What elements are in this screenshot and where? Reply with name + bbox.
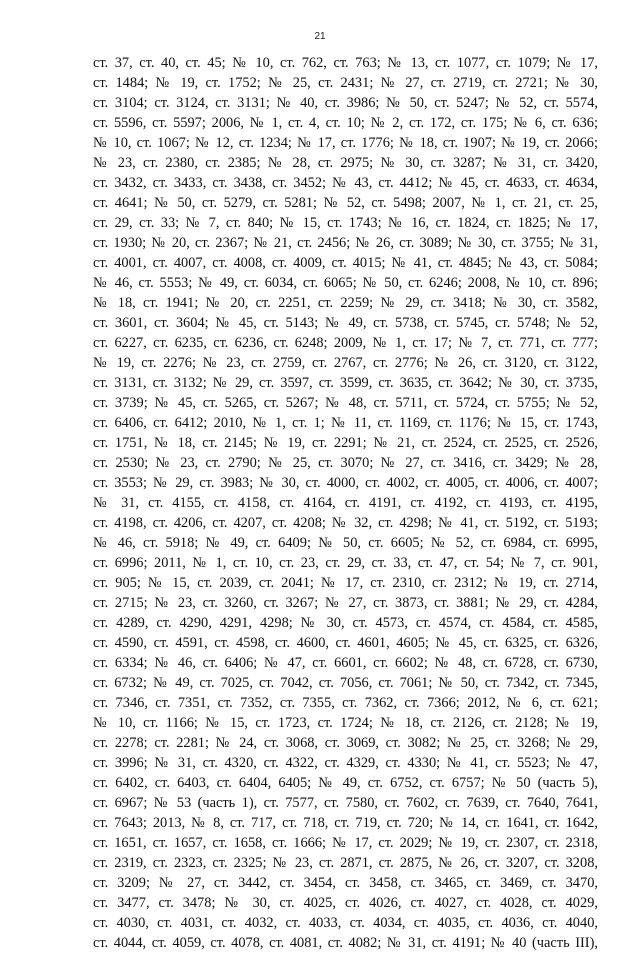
text-line: ст. 3104; ст. 3124, ст. 3131; № 40, ст. 3986; № 50, ст. 5247; № 52, ст. 5574, xyxy=(93,95,598,111)
text-line: ст. 4044, ст. 4059, ст. 4078, ст. 4081, ст. 4082; № 31, ст. 4191; № 40 (часть III), xyxy=(93,935,598,951)
text-line: ст. 2715; № 23, ст. 3260, ст. 3267; № 27, ст. 3873, ст. 3881; № 29, ст. 4284, xyxy=(93,595,598,611)
text-line: ст. 2530; № 23, ст. 2790; № 25, ст. 3070; № 27, ст. 3416, ст. 3429; № 28, xyxy=(93,455,598,471)
text-line: ст. 4289, ст. 4290, 4291, 4298; № 30, ст. 4573, ст. 4574, ст. 4584, ст. 4585, xyxy=(93,615,598,631)
page-number: 21 xyxy=(314,31,326,42)
text-line: ст. 4198, ст. 4206, ст. 4207, ст. 4208; № 32, ст. 4298; № 41, ст. 5192, ст. 5193; xyxy=(93,515,598,531)
text-line: ст. 6732; № 49, ст. 7025, ст. 7042, ст. 7056, ст. 7061; № 50, ст. 7342, ст. 7345, xyxy=(93,675,598,691)
text-line: ст. 1651, ст. 1657, ст. 1658, ст. 1666; № 17, ст. 2029; № 19, ст. 2307, ст. 2318, xyxy=(93,835,598,851)
text-line: ст. 29, ст. 33; № 7, ст. 840; № 15, ст. 1743; № 16, ст. 1824, ст. 1825; № 17, xyxy=(93,215,598,231)
text-line: ст. 3601, ст. 3604; № 45, ст. 5143; № 49, ст. 5738, ст. 5745, ст. 5748; № 52, xyxy=(93,315,598,331)
text-line: ст. 3477, ст. 3478; № 30, ст. 4025, ст. 4026, ст. 4027, ст. 4028, ст. 4029, xyxy=(93,895,598,911)
text-line: ст. 2319, ст. 2323, ст. 2325; № 23, ст. 2871, ст. 2875, № 26, ст. 3207, ст. 3208, xyxy=(93,855,598,871)
text-line: № 18, ст. 1941; № 20, ст. 2251, ст. 2259; № 29, ст. 3418; № 30, ст. 3582, xyxy=(93,295,598,311)
text-line: № 10, ст. 1067; № 12, ст. 1234; № 17, ст. 1776; № 18, ст. 1907; № 19, ст. 2066; xyxy=(93,135,598,151)
text-line: ст. 3131, ст. 3132; № 29, ст. 3597, ст. 3599, ст. 3635, ст. 3642; № 30, ст. 3735, xyxy=(93,375,598,391)
text-line: ст. 6334; № 46, ст. 6406; № 47, ст. 6601, ст. 6602; № 48, ст. 6728, ст. 6730, xyxy=(93,655,598,671)
text-line: ст. 6227, ст. 6235, ст. 6236, ст. 6248; 2009, № 1, ст. 17; № 7, ст. 771, ст. 777; xyxy=(93,335,598,351)
text-line: № 46, ст. 5918; № 49, ст. 6409; № 50, ст. 6605; № 52, ст. 6984, ст. 6995, xyxy=(93,535,598,551)
text-line: № 46, ст. 5553; № 49, ст. 6034, ст. 6065; № 50, ст. 6246; 2008, № 10, ст. 896; xyxy=(93,275,598,291)
text-line: ст. 1751, № 18, ст. 2145; № 19, ст. 2291; № 21, ст. 2524, ст. 2525, ст. 2526, xyxy=(93,435,598,451)
text-line: ст. 1484; № 19, ст. 1752; № 25, ст. 2431; № 27, ст. 2719, ст. 2721; № 30, xyxy=(93,75,598,91)
text-line: ст. 3996; № 31, ст. 4320, ст. 4322, ст. 4329, ст. 4330; № 41, ст. 5523; № 47, xyxy=(93,755,598,771)
text-line: ст. 6402, ст. 6403, ст. 6404, 6405; № 49, ст. 6752, ст. 6757; № 50 (часть 5), xyxy=(93,775,598,791)
text-line: ст. 3739; № 45, ст. 5265, ст. 5267; № 48, ст. 5711, ст. 5724, ст. 5755; № 52, xyxy=(93,395,598,411)
text-line: ст. 4030, ст. 4031, ст. 4032, ст. 4033, ст. 4034, ст. 4035, ст. 4036, ст. 4040, xyxy=(93,915,598,931)
text-line: № 10, ст. 1166; № 15, ст. 1723, ст. 1724; № 18, ст. 2126, ст. 2128; № 19, xyxy=(93,715,598,731)
text-line: ст. 6406, ст. 6412; 2010, № 1, ст. 1; № 11, ст. 1169, ст. 1176; № 15, ст. 1743, xyxy=(93,415,598,431)
text-line: ст. 7643; 2013, № 8, ст. 717, ст. 718, ст. 719, ст. 720; № 14, ст. 1641, ст. 1642, xyxy=(93,815,598,831)
text-line: ст. 4641; № 50, ст. 5279, ст. 5281; № 52, ст. 5498; 2007, № 1, ст. 21, ст. 25, xyxy=(93,195,598,211)
text-line: ст. 3553; № 29, ст. 3983; № 30, ст. 4000, ст. 4002, ст. 4005, ст. 4006, ст. 4007; xyxy=(93,475,598,491)
text-line: № 31, ст. 4155, ст. 4158, ст. 4164, ст. 4191, ст. 4192, ст. 4193, ст. 4195, xyxy=(93,495,598,511)
text-line: ст. 3209; № 27, ст. 3442, ст. 3454, ст. 3458, ст. 3465, ст. 3469, ст. 3470, xyxy=(93,875,598,891)
text-line: ст. 3432, ст. 3433, ст. 3438, ст. 3452; № 43, ст. 4412; № 45, ст. 4633, ст. 4634, xyxy=(93,175,598,191)
text-line: ст. 2278; ст. 2281; № 24, ст. 3068, ст. 3069, ст. 3082; № 25, ст. 3268; № 29, xyxy=(93,735,598,751)
legal-citations-text xyxy=(93,53,598,953)
text-line: № 23, ст. 2380, ст. 2385; № 28, ст. 2975; № 30, ст. 3287; № 31, ст. 3420, xyxy=(93,155,598,171)
text-line: ст. 905; № 15, ст. 2039, ст. 2041; № 17, ст. 2310, ст. 2312; № 19, ст. 2714, xyxy=(93,575,598,591)
text-line: ст. 6996; 2011, № 1, ст. 10, ст. 23, ст. 29, ст. 33, ст. 47, ст. 54; № 7, ст. 901, xyxy=(93,555,598,571)
text-line: ст. 37, ст. 40, ст. 45; № 10, ст. 762, ст. 763; № 13, ст. 1077, ст. 1079; № 17, xyxy=(93,55,598,71)
text-line: ст. 1930; № 20, ст. 2367; № 21, ст. 2456; № 26, ст. 3089; № 30, ст. 3755; № 31, xyxy=(93,235,598,251)
text-line: ст. 7346, ст. 7351, ст. 7352, ст. 7355, ст. 7362, ст. 7366; 2012, № 6, ст. 621; xyxy=(93,695,598,711)
text-line: ст. 4590, ст. 4591, ст. 4598, ст. 4600, ст. 4601, 4605; № 45, ст. 6325, ст. 6326, xyxy=(93,635,598,651)
text-line: ст. 6967; № 53 (часть 1), ст. 7577, ст. 7580, ст. 7602, ст. 7639, ст. 7640, 7641, xyxy=(93,795,598,811)
text-line: № 19, ст. 2276; № 23, ст. 2759, ст. 2767, ст. 2776; № 26, ст. 3120, ст. 3122, xyxy=(93,355,598,371)
text-line: ст. 5596, ст. 5597; 2006, № 1, ст. 4, ст. 10; № 2, ст. 172, ст. 175; № 6, ст. 636; xyxy=(93,115,598,131)
text-line: ст. 4001, ст. 4007, ст. 4008, ст. 4009, ст. 4015; № 41, ст. 4845; № 43, ст. 5084; xyxy=(93,255,598,271)
